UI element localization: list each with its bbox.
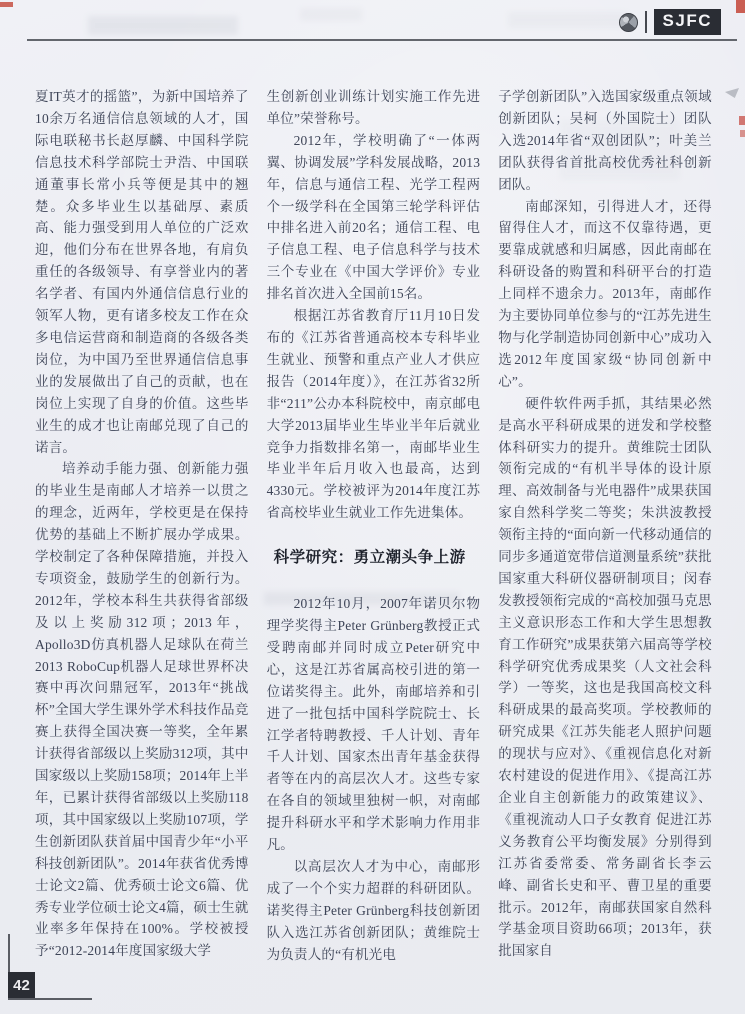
section-heading: 科学研究：勇立潮头争上游 <box>273 549 466 567</box>
bleed-through-artifact <box>300 8 362 21</box>
brand-divider <box>645 11 647 33</box>
article-paragraph: 2012年10月，2007年诺贝尔物理学奖得主Peter Grünberg教授正式受聘南邮并同时成立Peter研究中心，这是江苏省属高校引进的第一位诺奖得主。此外，南邮培养和引进了一批包括中国科学院院士、长江学者特聘教授、千人计划、青年千人计划、国家杰出青年基金获得者等在内的高层次人才。这些专家在各自的领域里独树一帜，对南邮提升科研水平和学术影响力作用非凡。 <box>266 596 481 853</box>
article-paragraph: 硬件软件两手抓，其结果必然是高水平科研成果的迸发和学校整体科研实力的提升。黄维院士团队领衔完成的“有机半导体的设计原理、高效制备与光电器件”成果获国家自然科学奖二等奖；朱洪波教授领衔主持的“面向新一代移动通信的同步多通道宽带信道测量系统”获批国家重大科研仪器研制项目；闵春发教授领衔完成的“高校加强马克思主义意识形态工作和大学生思想教育工作研究”成果获第六届高等学校科学研究优秀成果奖（人文社会科学）一等奖，这也是我国高校文科科研成果的最高奖项。学校教师的研究成果《江苏失能老人照护问题的现状与应对》、《重视信息化对新农村建设的促进作用》、《提高江苏企业自主创新能力的政策建议》、《重视流动人口子女教育 促进江苏义务教育公平均衡发展》分别得到江苏省委常委、常务副省长李云峰、副省长史和平、曹卫星的重要批示。2012年，南邮获国家自然科学基金项目资助66项；2013年，获批国家自 <box>498 395 712 959</box>
scan-edge-mark <box>740 130 745 137</box>
article-paragraph: 根据江苏省教育厅11月10日发布的《江苏省普通高校本专科毕业生就业、预警和重点产业人才供应报告（2014年度）》，在江苏省32所非“211”公办本科院校中，南京邮电大学2013届毕业生毕业半年后就业竞争力指数排名第一，南邮毕业生毕业半年后月收入也最高，达到4330元。学校被评为2014年度江苏省高校毕业生就业工作先进集体。 <box>266 308 481 521</box>
brand-logotype: SJFC <box>654 9 721 35</box>
scan-edge-mark <box>725 88 739 98</box>
article-paragraph: 2012年，学校明确了“一体两翼、协调发展”学科发展战略，2013年，信息与通信工程、光学工程两个一级学科在全国第三轮学科评估中排名进入前20名；通信工程、电子信息工程、电子信息科学与技术三个专业在《中国大学评价》专业排名首次进入全国前15名。 <box>266 132 481 302</box>
page-number: 42 <box>8 972 35 998</box>
article-paragraph: 培养动手能力强、创新能力强的毕业生是南邮人才培养一以贯之的理念，近两年，学校更是在保持优势的基础上不断扩展办学成果。学校制定了各种保障措施，并投入专项资金，鼓励学生的创新行为。2012年，学校本科生共获得省部级及以上奖励312项；2013年，Apollo3D仿真机器人足球队在荷兰2013 RoboCup机器人足球世界杯决赛中再次问鼎冠军，2013年“挑战杯”全国大学生课外学术科技作品竞赛上获得全国决赛一等奖，全年累计获得省部级以上奖励312项，其中国家级以上奖励158项；2014年上半年，已累计获得省部级以上奖励118项，其中国家级以上奖励107项，学生创新团队获首届中国青少年“小平科技创新团队”。2014年获省优秀博士论文2篇、优秀硕士论文6篇、优秀专业学位硕士论文4篇，硕士生就业率多年保持在100%。学校被授予“2012-2014年度国家级大学 <box>35 461 249 959</box>
header-rule <box>27 39 737 41</box>
footer-corner-line <box>8 998 92 1000</box>
text-column-2 <box>267 86 481 966</box>
page-header-brand <box>619 9 721 35</box>
article-paragraph: 南邮深知，引得进人才，还得留得住人才，而这不仅靠待遇，更要靠成就感和归属感，因此南邮在科研设备的购置和科研平台的打造上同样不遗余力。2013年，南邮作为主要协同单位参与的“江苏先进生物与化学制造协同创新中心”成功入选2012年度国家级“协同创新中心”。 <box>498 198 712 389</box>
globe-logo-icon <box>619 13 638 32</box>
article-paragraph: 夏IT英才的摇篮”，为新中国培养了10余万名通信信息领域的人才，国际电联秘书长赵厚麟、中国科学院信息技术科学部院士尹浩、中国联通董事长常小兵等便是其中的翘楚。众多毕业生以基础厚、素质高、能力强受到用人单位的广泛欢迎，他们分布在世界各地，有肩负重任的各级领导、有享誉业内的著名学者、有国内外通信信息行业的领军人物，更有诸多校友工作在众多电信运营商和制造商的各级各类岗位，为中国乃至世界通信信息事业的发展做出了自己的贡献，也在岗位上实现了自身的价值。这些毕业生的成才也让南邮兑现了自己的诺言。 <box>35 89 249 455</box>
bleed-through-artifact <box>88 16 238 35</box>
bleed-through-artifact <box>508 12 628 28</box>
article-paragraph: 生创新创业训练计划实施工作先进单位”荣誉称号。 <box>266 89 481 126</box>
scan-edge-mark <box>736 0 745 13</box>
scan-edge-mark <box>739 116 745 125</box>
article-paragraph: 以高层次人才为中心，南邮形成了一个个实力超群的科研团队。诺奖得主Peter Grünberg科技创新团队入选江苏省创新团队；黄维院士为负责人的“有机光电 <box>266 859 481 962</box>
text-column-1 <box>35 86 249 966</box>
text-column-3 <box>498 86 712 966</box>
article-paragraph: 子学创新团队”入选国家级重点领域创新团队；吴柯（外国院士）团队入选2014年省“双创团队”；叶美兰团队获得省首批高校优秀社科创新团队。 <box>498 89 712 192</box>
scan-edge-mark <box>0 2 13 7</box>
article-body <box>35 86 712 966</box>
